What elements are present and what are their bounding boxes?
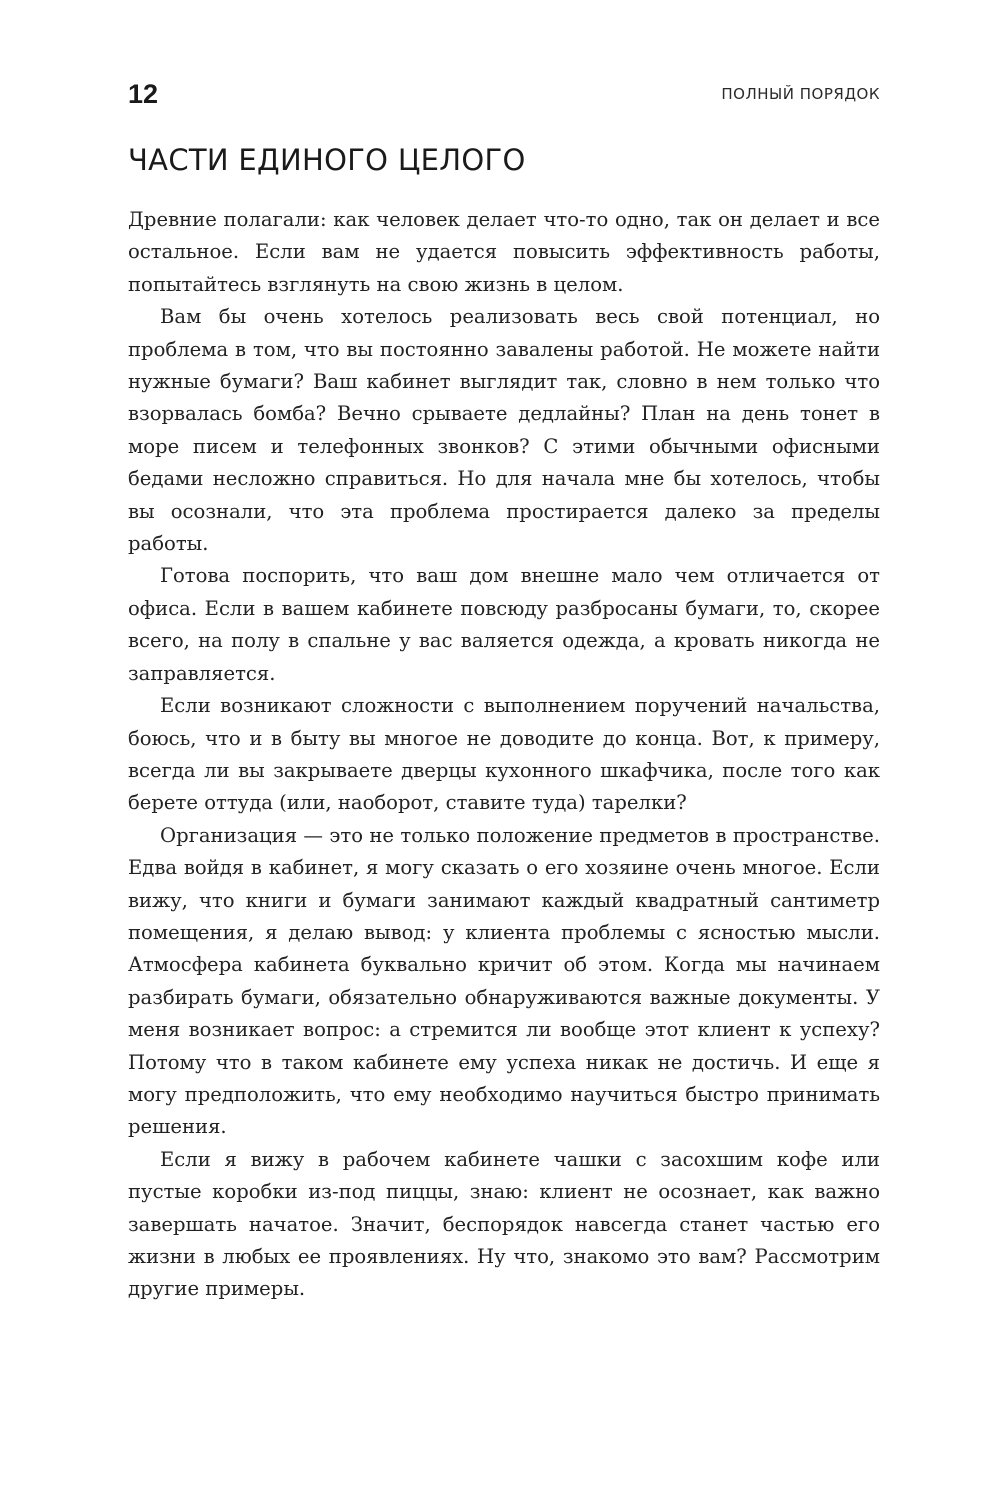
running-header (128, 74, 880, 114)
paragraph-3: Готова поспорить, что ваш дом внешне мало чем отличается от офиса. Если в вашем кабинете повсюду разбросаны бумаги, то, скорее всего, на полу в спальне у вас валяется одежда, а кровать никогда не заправляется. (128, 564, 880, 685)
chapter-title: ЧАСТИ ЕДИНОГО ЦЕЛОГО (128, 143, 526, 177)
paragraph-6: Если я вижу в рабочем кабинете чашки с засохшим кофе или пустые коробки из-под пиццы, знаю: клиент не осознает, как важно завершать начатое. Значит, беспорядок навсегда станет частью его жизни в любых ее проявлениях. Ну что, знакомо это вам? Рассмотрим другие примеры. (128, 1147, 880, 1301)
paragraph-1: Древние полагали: как человек делает что-то одно, так он делает и все остальное. Если вам не удается повысить эффективность работы, попытайтесь взглянуть на свою жизнь в целом. (128, 208, 880, 296)
paragraph-2: Вам бы очень хотелось реализовать весь свой потенциал, но проблема в том, что вы постоянно завалены работой. Не можете найти нужные бумаги? Ваш кабинет выглядит так, словно в нем только что взорвалась бомба? Вечно срываете дедлайны? План на день тонет в море писем и телефонных звонков? С этими обычными офисными бедами несложно справиться. Но для начала мне бы хотелось, чтобы вы осознали, что эта проблема простирается далеко за пределы работы. (128, 305, 880, 556)
page-number: 12 (128, 79, 159, 109)
paragraph-4: Если возникают сложности с выполнением поручений начальства, боюсь, что и в быту вы многое не доводите до конца. Вот, к примеру, всегда ли вы закрываете дверцы кухонного шкафчика, после того как берете оттуда (или, наоборот, ставите туда) тарелки? (128, 694, 880, 815)
body-text (128, 204, 880, 1306)
running-book-title: ПОЛНЫЙ ПОРЯДОК (721, 85, 880, 103)
paragraph-5: Организация — это не только положение предметов в пространстве. Едва войдя в кабинет, я могу сказать о его хозяине очень многое. Если вижу, что книги и бумаги занимают каждый квадратный сантиметр помещения, я делаю вывод: у клиента проблемы с ясностью мысли. Атмосфера кабинета буквально кричит об этом. Когда мы начинаем разбирать бумаги, обязательно обнаруживаются важные документы. У меня возникает вопрос: а стремится ли вообще этот клиент к успеху? Потому что в таком кабинете ему успеха никак не достичь. И еще я могу предположить, что ему необходимо научиться быстро принимать решения. (128, 823, 880, 1139)
